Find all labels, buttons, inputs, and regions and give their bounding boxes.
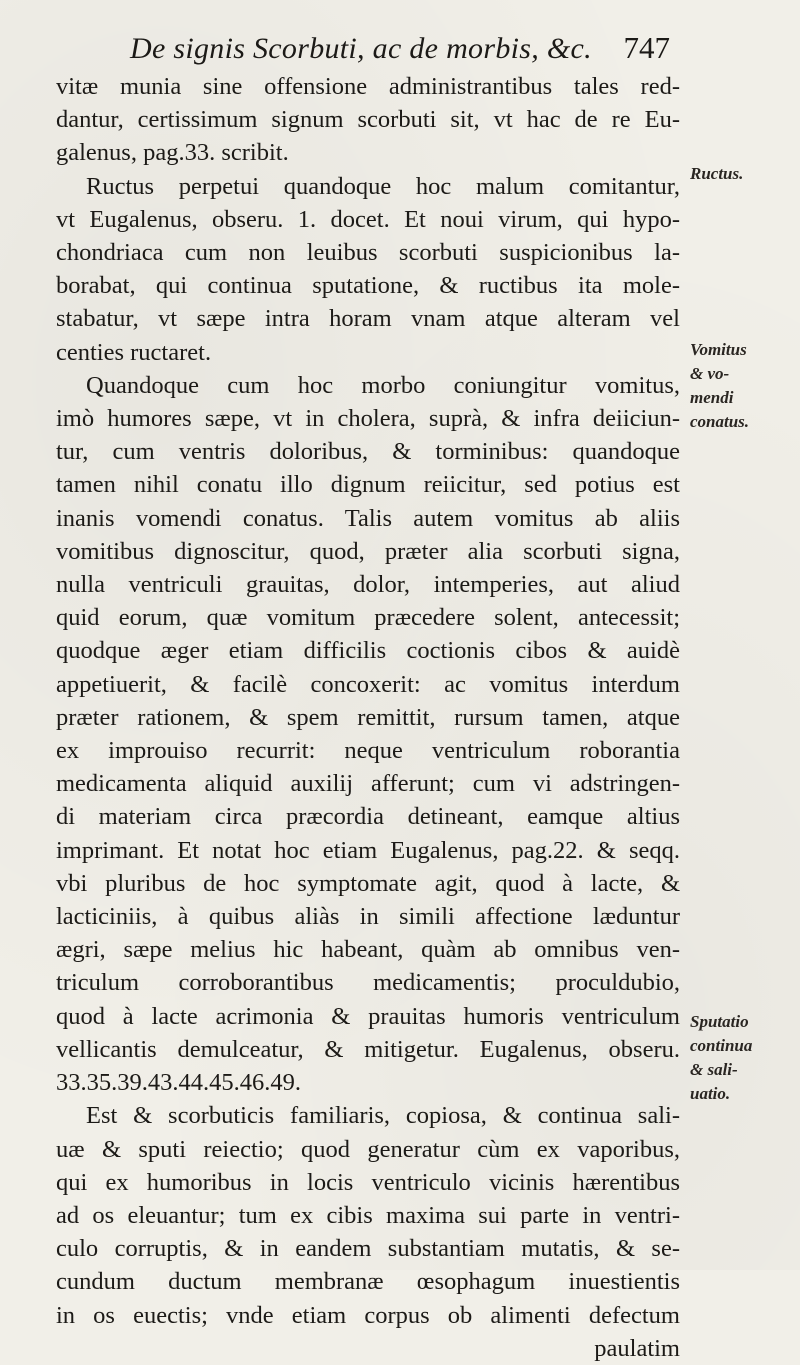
marginal-note-sputatio bbox=[690, 1010, 798, 1106]
text-line: inanis vomendi conatus. Talis autem vomitus ab aliis bbox=[56, 504, 680, 532]
text-line: quodque æger etiam difficilis coctionis cibos & auidè bbox=[56, 637, 680, 665]
marginal-line: Sputatio bbox=[690, 1012, 749, 1031]
text-line: 33.35.39.43.44.45.46.49. bbox=[56, 1069, 301, 1097]
marginal-line: mendi bbox=[690, 388, 734, 407]
text-line: in os euectis; vnde etiam corpus ob alimenti defectum bbox=[56, 1301, 680, 1329]
marginal-line: conatus. bbox=[690, 412, 750, 431]
text-line: Ructus perpetui quandoque hoc malum comitantur, bbox=[86, 172, 680, 200]
catchword: paulatim bbox=[594, 1334, 680, 1362]
text-line: ægri, sæpe melius hic habeant, quàm ab omnibus ven- bbox=[56, 936, 680, 964]
text-line: tur, cum ventris doloribus, & torminibus: quandoque bbox=[56, 438, 680, 466]
marginal-line: continua bbox=[690, 1036, 753, 1055]
page-number: 747 bbox=[623, 30, 670, 65]
text-line: vellicantis demulceatur, & mitigetur. Eugalenus, obseru. bbox=[56, 1035, 680, 1063]
marginal-line: & vo- bbox=[690, 364, 730, 383]
text-line: cundum ductum membranæ œsophagum inuestientis bbox=[56, 1268, 680, 1296]
text-line: triculum corroborantibus medicamentis; proculdubio, bbox=[56, 969, 680, 997]
text-line: imprimant. Et notat hoc etiam Eugalenus, pag.22. & seqq. bbox=[56, 836, 680, 864]
marginal-line: Ructus. bbox=[690, 164, 744, 183]
text-line: præter rationem, & spem remittit, rursum tamen, atque bbox=[56, 703, 680, 731]
text-line: vt Eugalenus, obseru. 1. docet. Et noui virum, qui hypo- bbox=[56, 205, 680, 233]
text-line: borabat, qui continua sputatione, & ructibus ita mole- bbox=[56, 272, 680, 300]
text-line: vitæ munia sine offensione administrantibus tales red- bbox=[56, 73, 680, 100]
marginal-line: Vomitus bbox=[690, 340, 747, 359]
marginal-note-vomitus bbox=[690, 338, 798, 434]
text-line: ad os eleuantur; tum ex cibis maxima sui parte in ventri- bbox=[56, 1201, 680, 1229]
text-line: lacticiniis, à quibus aliàs in simili affectione læduntur bbox=[56, 903, 680, 931]
text-line: vomitibus dignoscitur, quod, præter alia scorbuti signa, bbox=[56, 537, 680, 565]
text-line: stabatur, vt sæpe intra horam vnam atque alteram vel bbox=[56, 305, 680, 333]
marginal-note-ructus bbox=[690, 162, 798, 186]
page-header bbox=[130, 30, 670, 70]
text-line: di materiam circa præcordia detineant, eamque altius bbox=[56, 803, 680, 831]
text-line: medicamenta aliquid auxilij afferunt; cum vi adstringen- bbox=[56, 770, 680, 798]
text-line: uæ & sputi reiectio; quod generatur cùm ex vaporibus, bbox=[56, 1135, 680, 1163]
text-line: vbi pluribus de hoc symptomate agit, quod à lacte, & bbox=[56, 869, 680, 897]
text-line: culo corruptis, & in eandem substantiam mutatis, & se- bbox=[56, 1235, 680, 1263]
text-line: centies ructaret. bbox=[56, 338, 212, 366]
text-line: galenus, pag.33. scribit. bbox=[56, 139, 289, 167]
text-line: nulla ventriculi grauitas, dolor, intemperies, aut aliud bbox=[56, 571, 680, 599]
text-line: qui ex humoribus in locis ventriculo vicinis hærentibus bbox=[56, 1168, 680, 1196]
text-line: quid eorum, quæ vomitum præcedere solent, antecessit; bbox=[56, 604, 680, 632]
text-line: ex improuiso recurrit: neque ventriculum roborantia bbox=[56, 737, 680, 765]
text-line: chondriaca cum non leuibus scorbuti suspicionibus la- bbox=[56, 239, 680, 267]
marginal-line: uatio. bbox=[690, 1084, 731, 1103]
text-line: tamen nihil conatu illo dignum reiicitur, sed potius est bbox=[56, 471, 680, 499]
text-line: imò humores sæpe, vt in cholera, suprà, & infra deiiciun- bbox=[56, 405, 680, 433]
text-line: dantur, certissimum signum scorbuti sit, vt hac de re Eu- bbox=[56, 106, 680, 134]
text-line: quod à lacte acrimonia & prauitas humoris ventriculum bbox=[56, 1002, 680, 1030]
marginal-line: & sali- bbox=[690, 1060, 738, 1079]
running-title: De signis Scorbuti, ac de morbis, &c. bbox=[130, 32, 592, 65]
text-line: Quandoque cum hoc morbo coniungitur vomitus, bbox=[86, 371, 680, 399]
body-text bbox=[56, 70, 680, 1365]
text-line: appetiuerit, & facilè concoxerit: ac vomitus interdum bbox=[56, 670, 680, 698]
text-line: Est & scorbuticis familiaris, copiosa, & continua sali- bbox=[86, 1102, 680, 1130]
